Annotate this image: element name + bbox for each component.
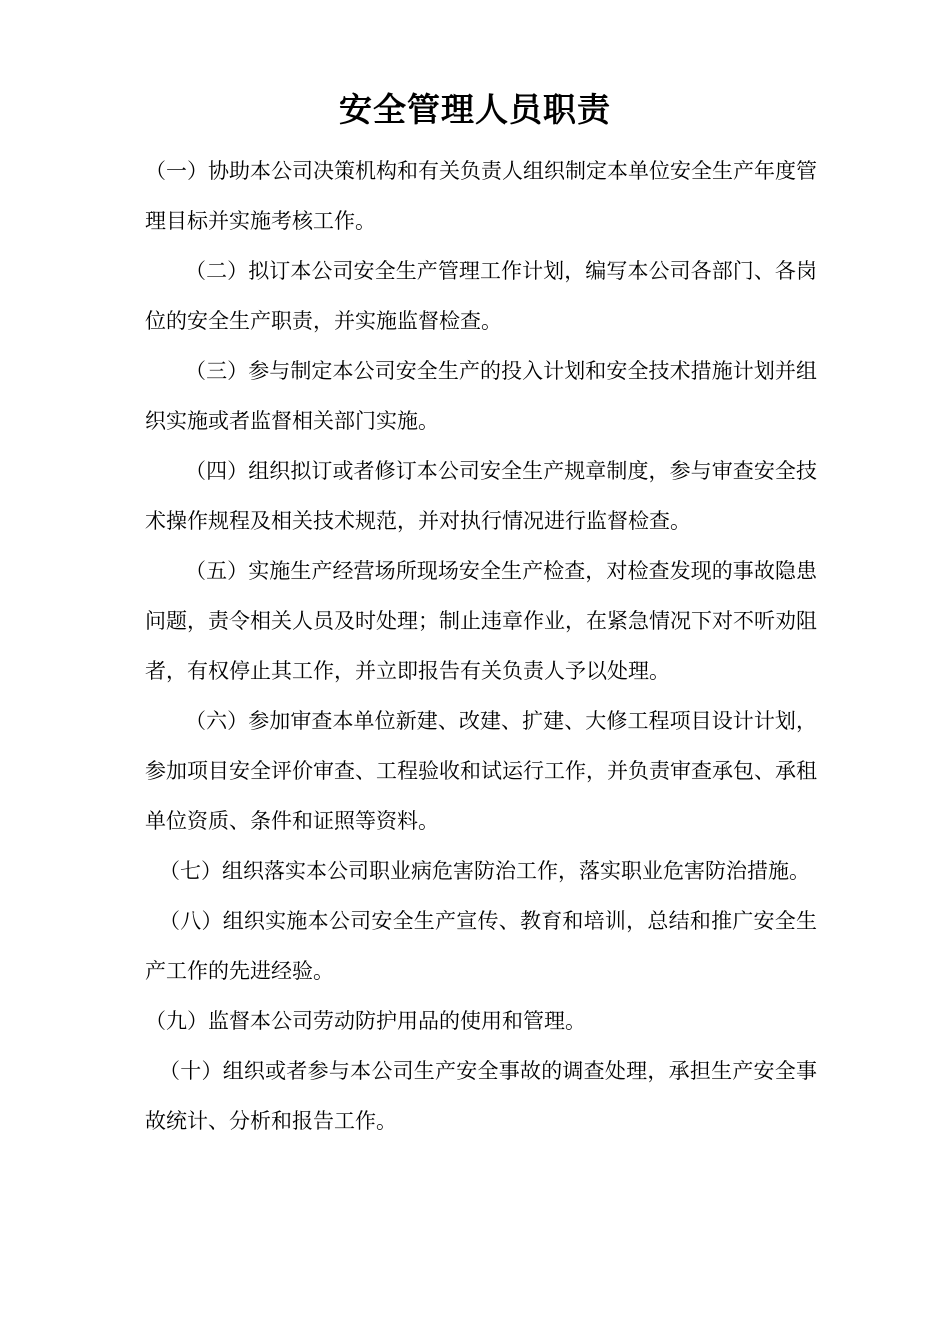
- duty-item-4: （四）组织拟订或者修订本公司安全生产规章制度，参与审查安全技术操作规程及相关技术规范，并对执行情况进行监督检查。: [145, 459, 817, 533]
- duty-item-3: （三）参与制定本公司安全生产的投入计划和安全技术措施计划并组织实施或者监督相关部门实施。: [145, 359, 817, 433]
- duty-item-10: （十）组织或者参与本公司生产安全事故的调查处理，承担生产安全事故统计、分析和报告工作。: [145, 1059, 817, 1133]
- duty-item-8: （八）组织实施本公司安全生产宣传、教育和培训，总结和推广安全生产工作的先进经验。: [145, 909, 817, 983]
- document-body: [145, 146, 817, 1146]
- duty-item-9: （九）监督本公司劳动防护用品的使用和管理。: [145, 1009, 586, 1033]
- duty-item-7: （七）组织落实本公司职业病危害防治工作，落实职业危害防治措施。: [159, 859, 810, 883]
- duty-item-6: （六）参加审查本单位新建、改建、扩建、大修工程项目设计计划，参加项目安全评价审查、工程验收和试运行工作，并负责审查承包、承租单位资质、条件和证照等资料。: [145, 709, 817, 833]
- duty-item-2: （二）拟订本公司安全生产管理工作计划，编写本公司各部门、各岗位的安全生产职责，并实施监督检查。: [145, 259, 817, 333]
- duty-item-1: （一）协助本公司决策机构和有关负责人组织制定本单位安全生产年度管理目标并实施考核工作。: [145, 159, 817, 233]
- duty-item-5: （五）实施生产经营场所现场安全生产检查，对检查发现的事故隐患问题，责令相关人员及时处理；制止违章作业，在紧急情况下对不听劝阻者，有权停止其工作，并立即报告有关负责人予以处理。: [145, 559, 817, 683]
- document-title: 安全管理人员职责: [339, 90, 611, 129]
